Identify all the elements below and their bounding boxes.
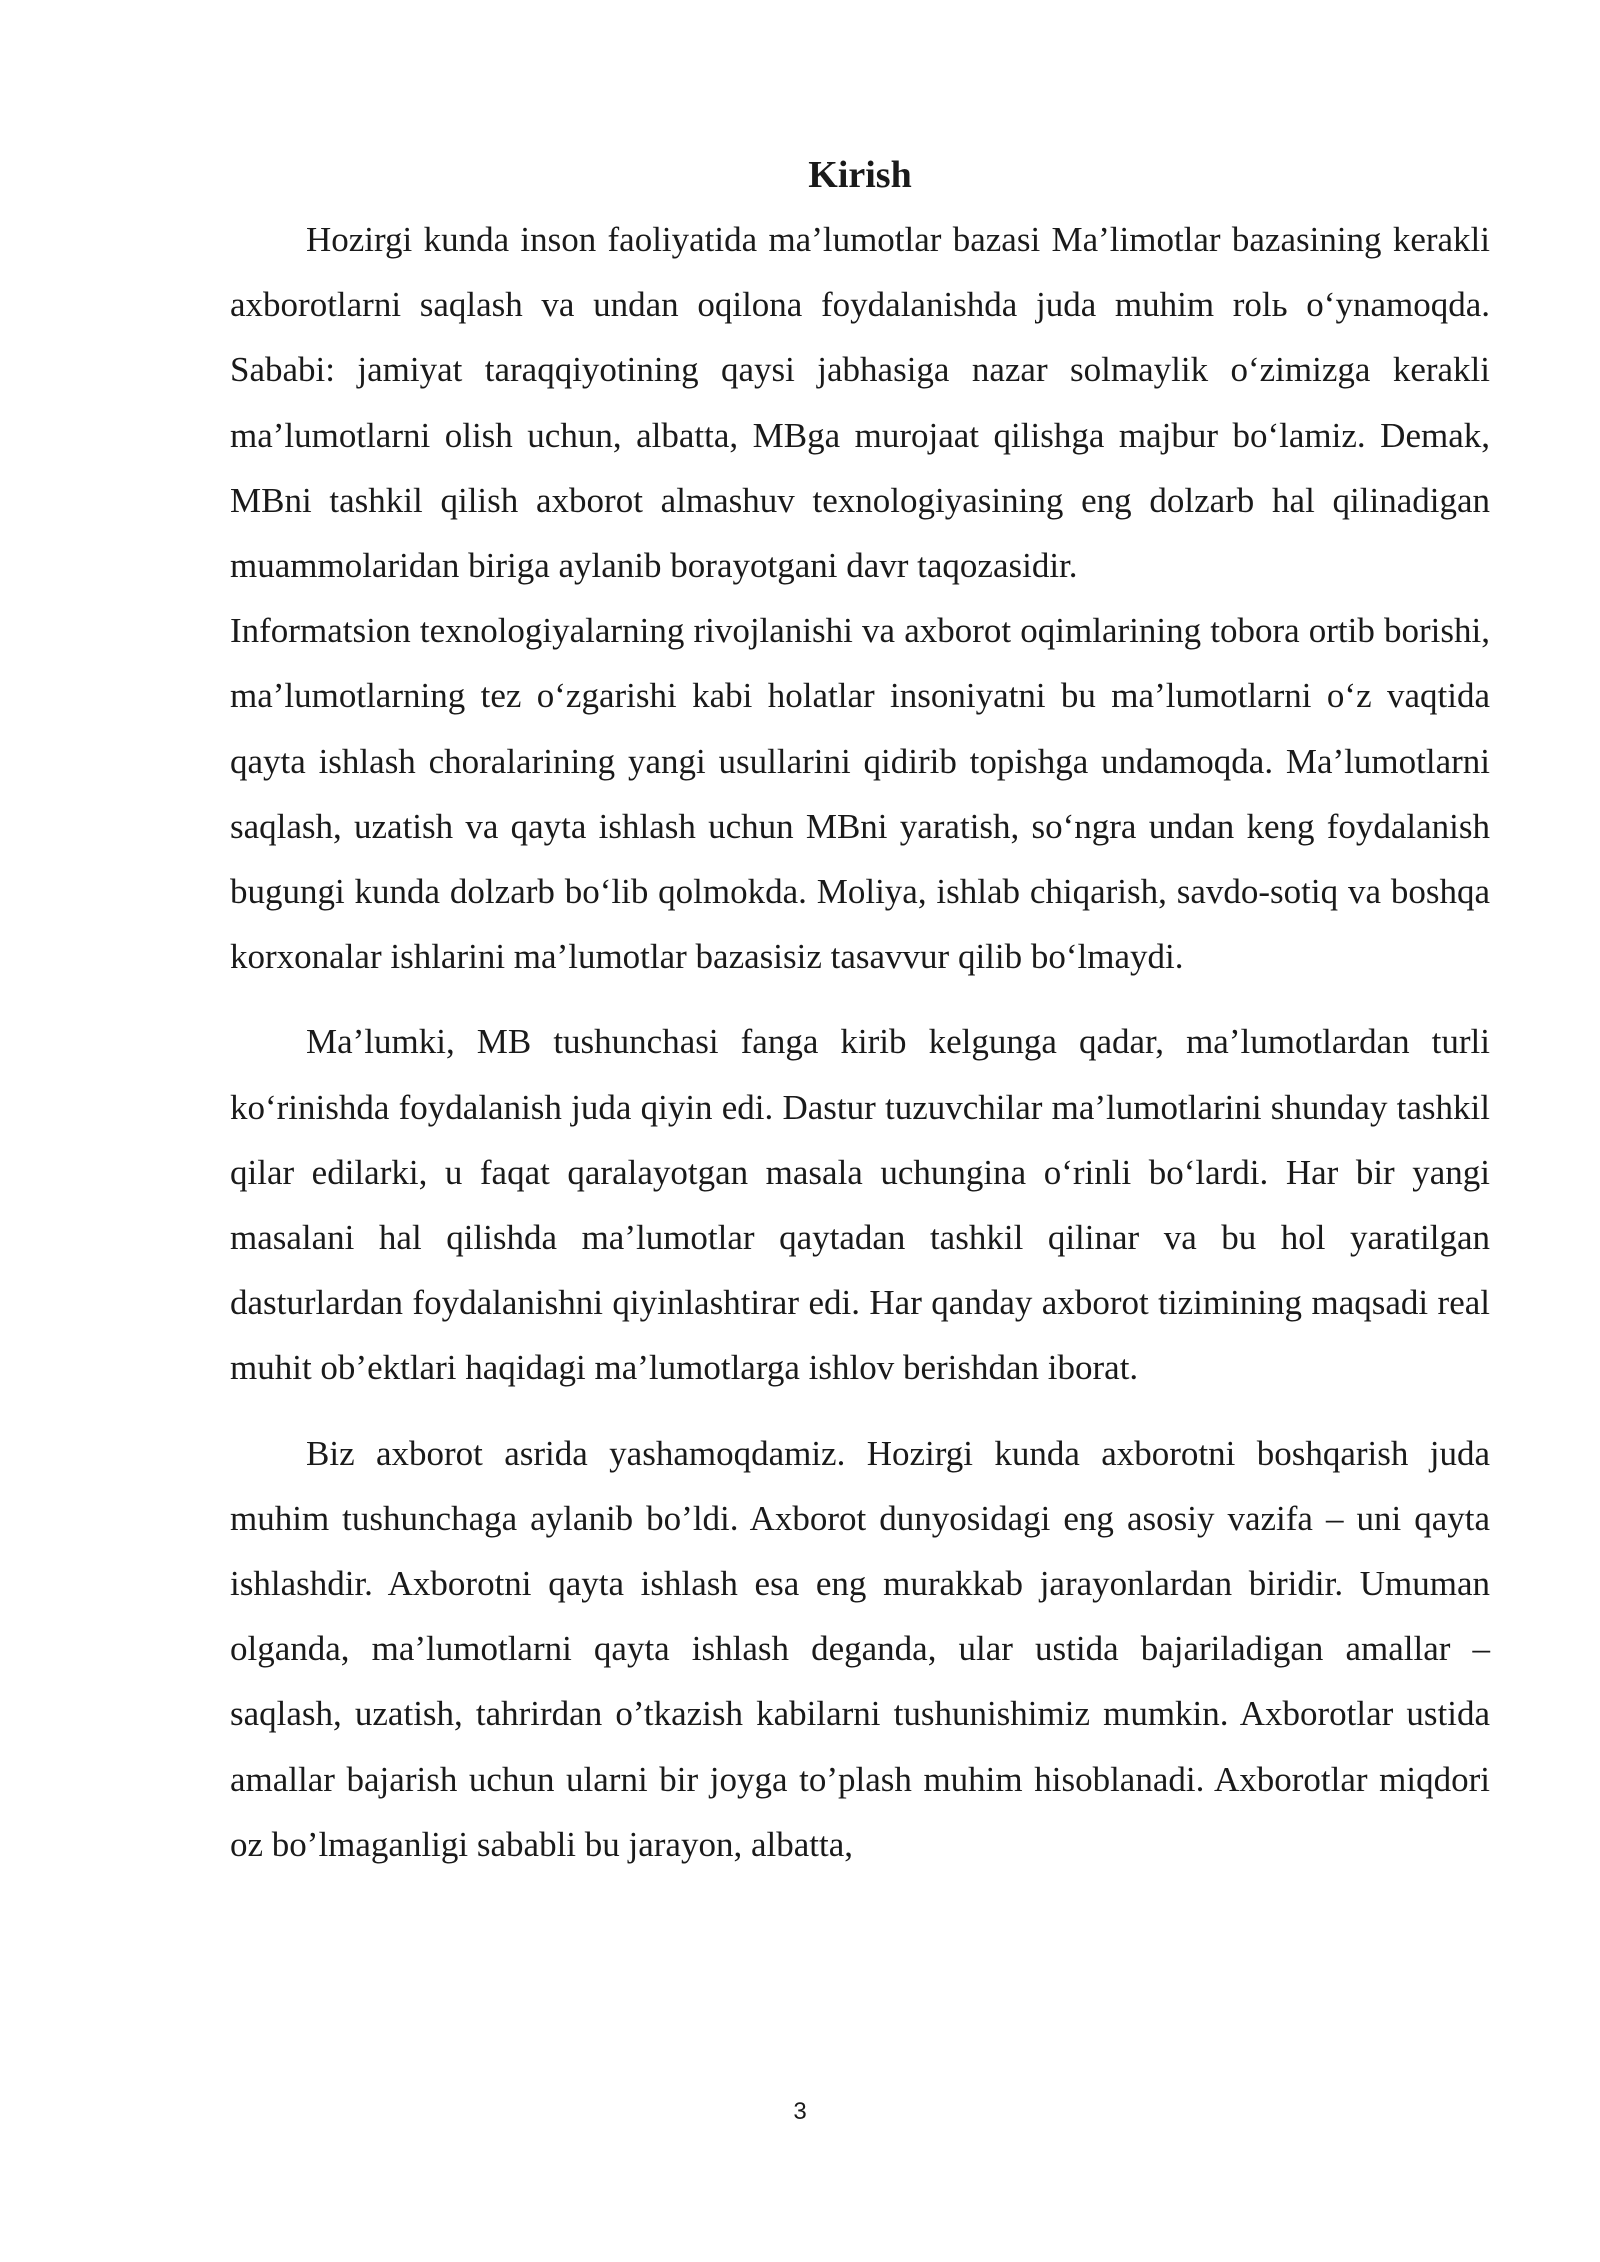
page-number: 3 <box>793 2098 807 2125</box>
paragraph-1: Hozirgi kunda inson faoliyatida ma’lumotlar bazasi Ma’limotlar bazasining kerakli axborotlarni saqlash va undan oqilona foydalanishda juda muhim rolь o‘ynamoqda. Sababi: jamiyat taraqqiyotining qaysi jabhasiga nazar solmaylik o‘zimizga kerakli ma’lumotlarni olish uchun, albatta, MBga murojaat qilishga majbur bo‘lamiz. Demak, MBni tashkil qilish axborot almashuv texnologiyasining eng dolzarb hal qilinadigan muammolaridan biriga aylanib borayotgani davr taqozasidir. <box>230 220 1490 586</box>
paragraph-4: Biz axborot asrida yashamoqdamiz. Hozirgi kunda axborotni boshqarish juda muhim tushunchaga aylanib bo’ldi. Axborot dunyosidagi eng asosiy vazifa – uni qayta ishlashdir. Axborotni qayta ishlash esa eng murakkab jarayonlardan biridir. Umuman olganda, ma’lumotlarni qayta ishlash deganda, ular ustida bajariladigan amallar – saqlash, uzatish, tahrirdan o’tkazish kabilarni tushunishimiz mumkin. Axborotlar ustida amallar bajarish uchun ularni bir joyga to’plash muhim hisoblanadi. Axborotlar miqdori oz bo’lmaganligi sababli bu jarayon, albatta, <box>230 1433 1490 1864</box>
paragraph-2: Informatsion texnologiyalarning rivojlanishi va axborot oqimlarining tobora ortib borishi, ma’lumotlarning tez o‘zgarishi kabi holatlar insoniyatni bu ma’lumotlarni o‘z vaqtida qayta ishlash choralarining yangi usullarini qidirib topishga undamoqda. Ma’lumotlarni saqlash, uzatish va qayta ishlash uchun MBni yaratish, so‘ngra undan keng foydalanish bugungi kunda dolzarb bo‘lib qolmokda. Moliya, ishlab chiqarish, savdo-sotiq va boshqa korxonalar ishlarini ma’lumotlar bazasisiz tasavvur qilib bo‘lmaydi. <box>230 611 1490 977</box>
paragraph-3: Ma’lumki, MB tushunchasi fanga kirib kelgunga qadar, ma’lumotlardan turli ko‘rinishda foydalanish juda qiyin edi. Dastur tuzuvchilar ma’lumotlarini shunday tashkil qilar edilarki, u faqat qaralayotgan masala uchungina o‘rinli bo‘lardi. Har bir yangi masalani hal qilishda ma’lumotlar qaytadan tashkil qilinar va bu hol yaratilgan dasturlardan foydalanishni qiyinlashtirar edi. Har qanday axborot tizimining maqsadi real muhit ob’ektlari haqidagi ma’lumotlarga ishlov berishdan iborat. <box>230 1022 1490 1388</box>
document-page <box>230 145 1490 1877</box>
section-title: Kirish <box>808 154 912 196</box>
